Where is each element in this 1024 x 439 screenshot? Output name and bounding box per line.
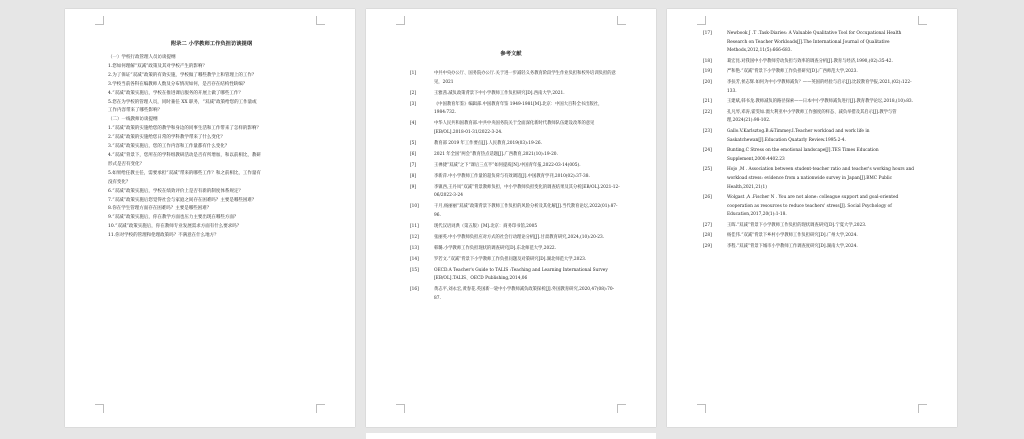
reference-text: Newbook J .T .Task-Diaries: A Valuable Qualitative Tool for Occupational Health Research on Teacher Workloads[J].The International Journal of Qualitative Methods,2012,11(5):666-683.	[727, 31, 902, 54]
reference-text: Hojo ,M . Association between student-teacher ratio and teacher's working hours and workload stress: evidence from a nationwide survey in Japan[J].BMC Public Health,2021,21(1)	[727, 167, 915, 190]
reference-text: 李镇西,王丹凤“双减”背景教师负担，中小学教师负担变化的调查结果及其分析[EB/OL].2021-12-06/2022-3-24	[434, 184, 620, 199]
reference-text: 孔凡琴,邓涛,霍雯如.澳大利亚中小学教师工作强度的样态、减负举措及其启示[J].教学与管理,2024(21):98-102.	[727, 109, 897, 124]
reference-item	[402, 140, 620, 149]
crop-mark	[396, 404, 405, 413]
reference-item	[695, 30, 921, 56]
outline-line: 2.“双减”政策的实施给您日常的学科教学带来了什么变化？	[108, 135, 225, 141]
reference-text: 王建斌,韩书龙.教师减负的路径探索——日本中小学教师减负进行[J].教育教学论坛,2018,(10):83.	[727, 99, 914, 105]
reference-text: 李扶芳,侯志辉.如何为中小学教师减负？——英国的经验与启示[J].比较教育学报,2021,(02):122-133.	[727, 79, 912, 94]
crop-mark	[95, 404, 104, 413]
next-page-edge	[366, 433, 656, 439]
outline-line: （一）学校行政管理人员访谈提纲	[108, 55, 176, 60]
crop-mark	[316, 404, 325, 413]
crop-mark	[617, 404, 626, 413]
reference-text: 严和艳.“双减”背景下小学教师工作负担研究[D].广西师范大学,2023.	[727, 69, 858, 75]
reference-number: [24]	[703, 148, 712, 154]
reference-text: 罗若文.“双减”背景下小学教师工作负担问题及对策研究[D].湖北师范大学,2023.	[434, 256, 587, 262]
outline-line: 3.学校当前各科在编教师人数及分布情况如何，是否存在结构性缺编？	[108, 81, 248, 87]
outline-line: 3.“双减”政策实施后，您的工作内容和工作量都有什么变化？	[108, 144, 230, 150]
reference-number: [5]	[410, 140, 417, 146]
reference-item	[402, 223, 620, 232]
reference-number: [11]	[410, 223, 419, 229]
document-page-2	[366, 9, 656, 427]
reference-number: [27]	[703, 222, 712, 228]
outline-line: 工作内容带来了哪些影响？	[108, 108, 162, 114]
outline-line: 1.“双减”政策的实施给您的教学和身边的同事生活和工作带来了怎样的影响？	[108, 126, 261, 132]
outline-line: 没有变化？	[108, 179, 131, 185]
outline-line: 10.“双减”政策实施后，你在教师专业发展需求方面有什么要求吗？	[108, 224, 242, 230]
reference-text: 《中国教育年鉴》编辑部.中国教育年鉴 1949-1981[M].北京：中国大百科全书出版社，1984:732.	[434, 101, 603, 116]
reference-text: 中共中央办公厅、国务院办公厅.关于进一步减轻义务教育阶段学生作业负担和校外培训负担的意见，2021	[434, 71, 616, 85]
reference-text: 干月,杨丽丽“双减”政策背景下教师工作负担的风险分析及其化解[J].当代教育论坛,2022(01):87-96.	[434, 204, 618, 218]
reference-text: 杨佳伟.“双减”背景下乡村小学教师工作负担研究[D].广州大学,2024.	[727, 233, 858, 239]
reference-number: [15]	[410, 267, 419, 273]
page-1-content	[108, 39, 315, 241]
reference-number: [23]	[703, 128, 712, 134]
reference-list	[402, 70, 620, 304]
reference-item	[402, 267, 620, 284]
reference-number: [20]	[703, 79, 712, 85]
reference-item	[402, 245, 620, 254]
reference-number: [26]	[703, 195, 712, 201]
reference-number: [17]	[703, 31, 712, 36]
reference-number: [16]	[410, 287, 419, 293]
crop-mark	[396, 16, 405, 25]
reference-text: 现代汉语词典（第五版）[M].北京：商务印书馆,2005	[434, 223, 538, 229]
page-2-content	[402, 49, 620, 306]
reference-number: [18]	[703, 58, 712, 64]
reference-item	[402, 286, 620, 303]
reference-item	[695, 147, 921, 164]
reference-item	[695, 98, 921, 107]
reference-number: [7]	[410, 162, 417, 168]
reference-text: 葛宏昆.对我国中小学教师劳动负担与效率的调查分析[J].教育与经济,1990,(02):35-42.	[727, 58, 893, 64]
outline-line: 11.你对学校的管理和伦理政策吗？不满意在什么地方？	[108, 233, 219, 239]
crop-mark	[697, 404, 706, 413]
reference-number: [10]	[410, 204, 419, 210]
reference-item	[402, 151, 620, 160]
reference-number: [6]	[410, 151, 417, 157]
interview-outline	[108, 54, 315, 241]
outline-line: 6.“双减”政策实施后，学校在绩效评价上是否有新的制度体系规定？	[108, 188, 243, 194]
reference-item	[402, 70, 620, 87]
references-title: 参考文献	[500, 51, 522, 57]
reference-number: [3]	[410, 101, 417, 107]
reference-number: [22]	[703, 109, 712, 115]
document-page-1	[65, 9, 355, 427]
reference-number: [2]	[410, 90, 417, 96]
appendix-title: 附录二 小学教师工作负担访谈提纲	[170, 41, 253, 47]
reference-text: Bunting,C Stress on the emotional landscape[J].TES Times Education Supplement,2000:4402.23	[727, 148, 879, 162]
reference-item	[402, 173, 620, 182]
outline-line: 4.“双减”政策实施后，学校在推进课后服务的开展上做了哪些工作？	[108, 90, 243, 96]
crop-mark	[918, 404, 927, 413]
reference-number: [12]	[410, 234, 419, 240]
reference-number: [29]	[703, 244, 712, 250]
reference-number: [25]	[703, 167, 712, 173]
reference-number: [4]	[410, 121, 417, 127]
crop-mark	[918, 16, 927, 25]
reference-item	[402, 90, 620, 99]
crop-mark	[617, 16, 626, 25]
reference-text: 李新萍.中小学教师工作量的超负荷与有效调适[J].中国教育学刊,2010(02):37-38.	[434, 173, 590, 179]
reference-item	[695, 194, 921, 220]
crop-mark	[697, 16, 706, 25]
reference-text: 王禅捷“双减”之下“课后三点半”如何提质[N].中国青年报,2022-03-14(005).	[434, 162, 581, 168]
reference-text: 黄志平,刘永宏,黄春花.英国新一轮中小学教师减负政策探析[J].外国教育研究,2020,47(08):70-87.	[434, 287, 615, 301]
outline-line: 1.您如何理解“双减”政策及其对学校产生的影响？	[108, 63, 207, 69]
crop-mark	[95, 16, 104, 25]
outline-line: （二）一线教师访谈提纲	[108, 117, 158, 123]
reference-item	[695, 166, 921, 192]
document-page-3	[667, 9, 957, 427]
reference-item	[695, 128, 921, 145]
crop-mark	[316, 16, 325, 25]
outline-line: 4.“双减”背景下，您所在的学科组教研活动是否有所增加，和以前相比，教研	[108, 152, 261, 158]
reference-item	[402, 120, 620, 137]
reference-item	[402, 162, 620, 171]
reference-text: OECD.A Teacher's Guide to TALIS :Teaching and Learning International Survey [EB/OL].TALIS、OECD Publishing,2014,06	[434, 267, 608, 282]
reference-item	[695, 68, 921, 77]
outline-line: 5.您在为学校的管理人员，同时兼任 XX 职务，“双减”政策给您的工作量或	[108, 99, 257, 105]
outline-line: 9.“双减”政策实施后，你在教学方面也压力主要出现在哪些方面？	[108, 215, 239, 221]
page-3-content	[695, 30, 921, 254]
reference-item	[402, 256, 620, 265]
reference-number: [8]	[410, 173, 417, 179]
outline-line: 5.如果给任教主任，需要承担“双减”带来的哪些工作？和之前相比，工作量有	[108, 170, 261, 176]
reference-number: [14]	[410, 256, 419, 262]
reference-text: 韩璐.小学教师工作负担现状的调查研究[D].东北师范大学,2022.	[434, 245, 557, 251]
reference-text: Gallo.V.Karlsztog.B.&Timmey.I.Teacher workload and work life in Saskatchewan[J].Education Quatarly Review.1995:2-4.	[727, 128, 870, 143]
reference-text: 中华人民共和国教育部.中共中央国务院关于全面深化新时代教师队伍建设改革的意见[EB/OL].2018-01-31/2022-3-24.	[434, 121, 595, 135]
outline-line: 8.你在学生管理方面存在困难吗？主要是哪些困难？	[108, 206, 212, 212]
reference-number: [9]	[410, 184, 417, 190]
outline-line: 7.“双减”政策实施后您觉得社会与家庭之间存在困难吗？主要是哪些困难？	[108, 197, 257, 203]
reference-item	[695, 58, 921, 67]
reference-text: 李程.“双减”背景下城市小学教师工作调查度研究[D].湖南大学,2024.	[727, 244, 858, 250]
reference-text: 王雅茜.减负政策背景下中小学教师工作负担研究[D].西南大学,2021.	[434, 90, 565, 96]
reference-item	[402, 184, 620, 201]
reference-item	[695, 222, 921, 231]
reference-item	[402, 234, 620, 243]
reference-item	[695, 243, 921, 252]
reference-list	[695, 30, 921, 252]
reference-item	[402, 101, 620, 118]
reference-text: 2021 年全国“两会”教育热点话题[J].广西教育,2021(10):19-20.	[434, 151, 558, 157]
reference-number: [1]	[410, 71, 417, 76]
reference-item	[402, 203, 620, 220]
outline-line: 2.为了保证“双减”政策的有效实施，学校做了哪些教学上和管理上的工作？	[108, 72, 257, 78]
reference-number: [28]	[703, 233, 712, 239]
reference-item	[695, 109, 921, 126]
reference-item	[695, 232, 921, 241]
reference-number: [21]	[703, 99, 712, 105]
reference-text: 张丽英.中小学教师负担应对方式的社会行动理论分析[J].甘肃教育研究,2024,(10):20-23.	[434, 234, 605, 240]
reference-item	[695, 79, 921, 96]
reference-text: 教育部 2019 年工作要点[J].人民教育,2019(03):19-26.	[434, 140, 542, 146]
reference-number: [13]	[410, 245, 419, 251]
outline-line: 形式是否有变化？	[108, 161, 144, 167]
reference-text: Wolgast ,A .Fischer N . You are not alone: colleague support and goal-oriented cooperation as resources to reduce teachers' stress[J]. Social Psychology of Education,2017,20(1):1-18.	[727, 195, 899, 218]
reference-number: [19]	[703, 69, 712, 75]
reference-text: 王晖.“双减”背景下小学教师工作负担的现状调查研究[D].宁夏大学,2023.	[727, 222, 867, 228]
